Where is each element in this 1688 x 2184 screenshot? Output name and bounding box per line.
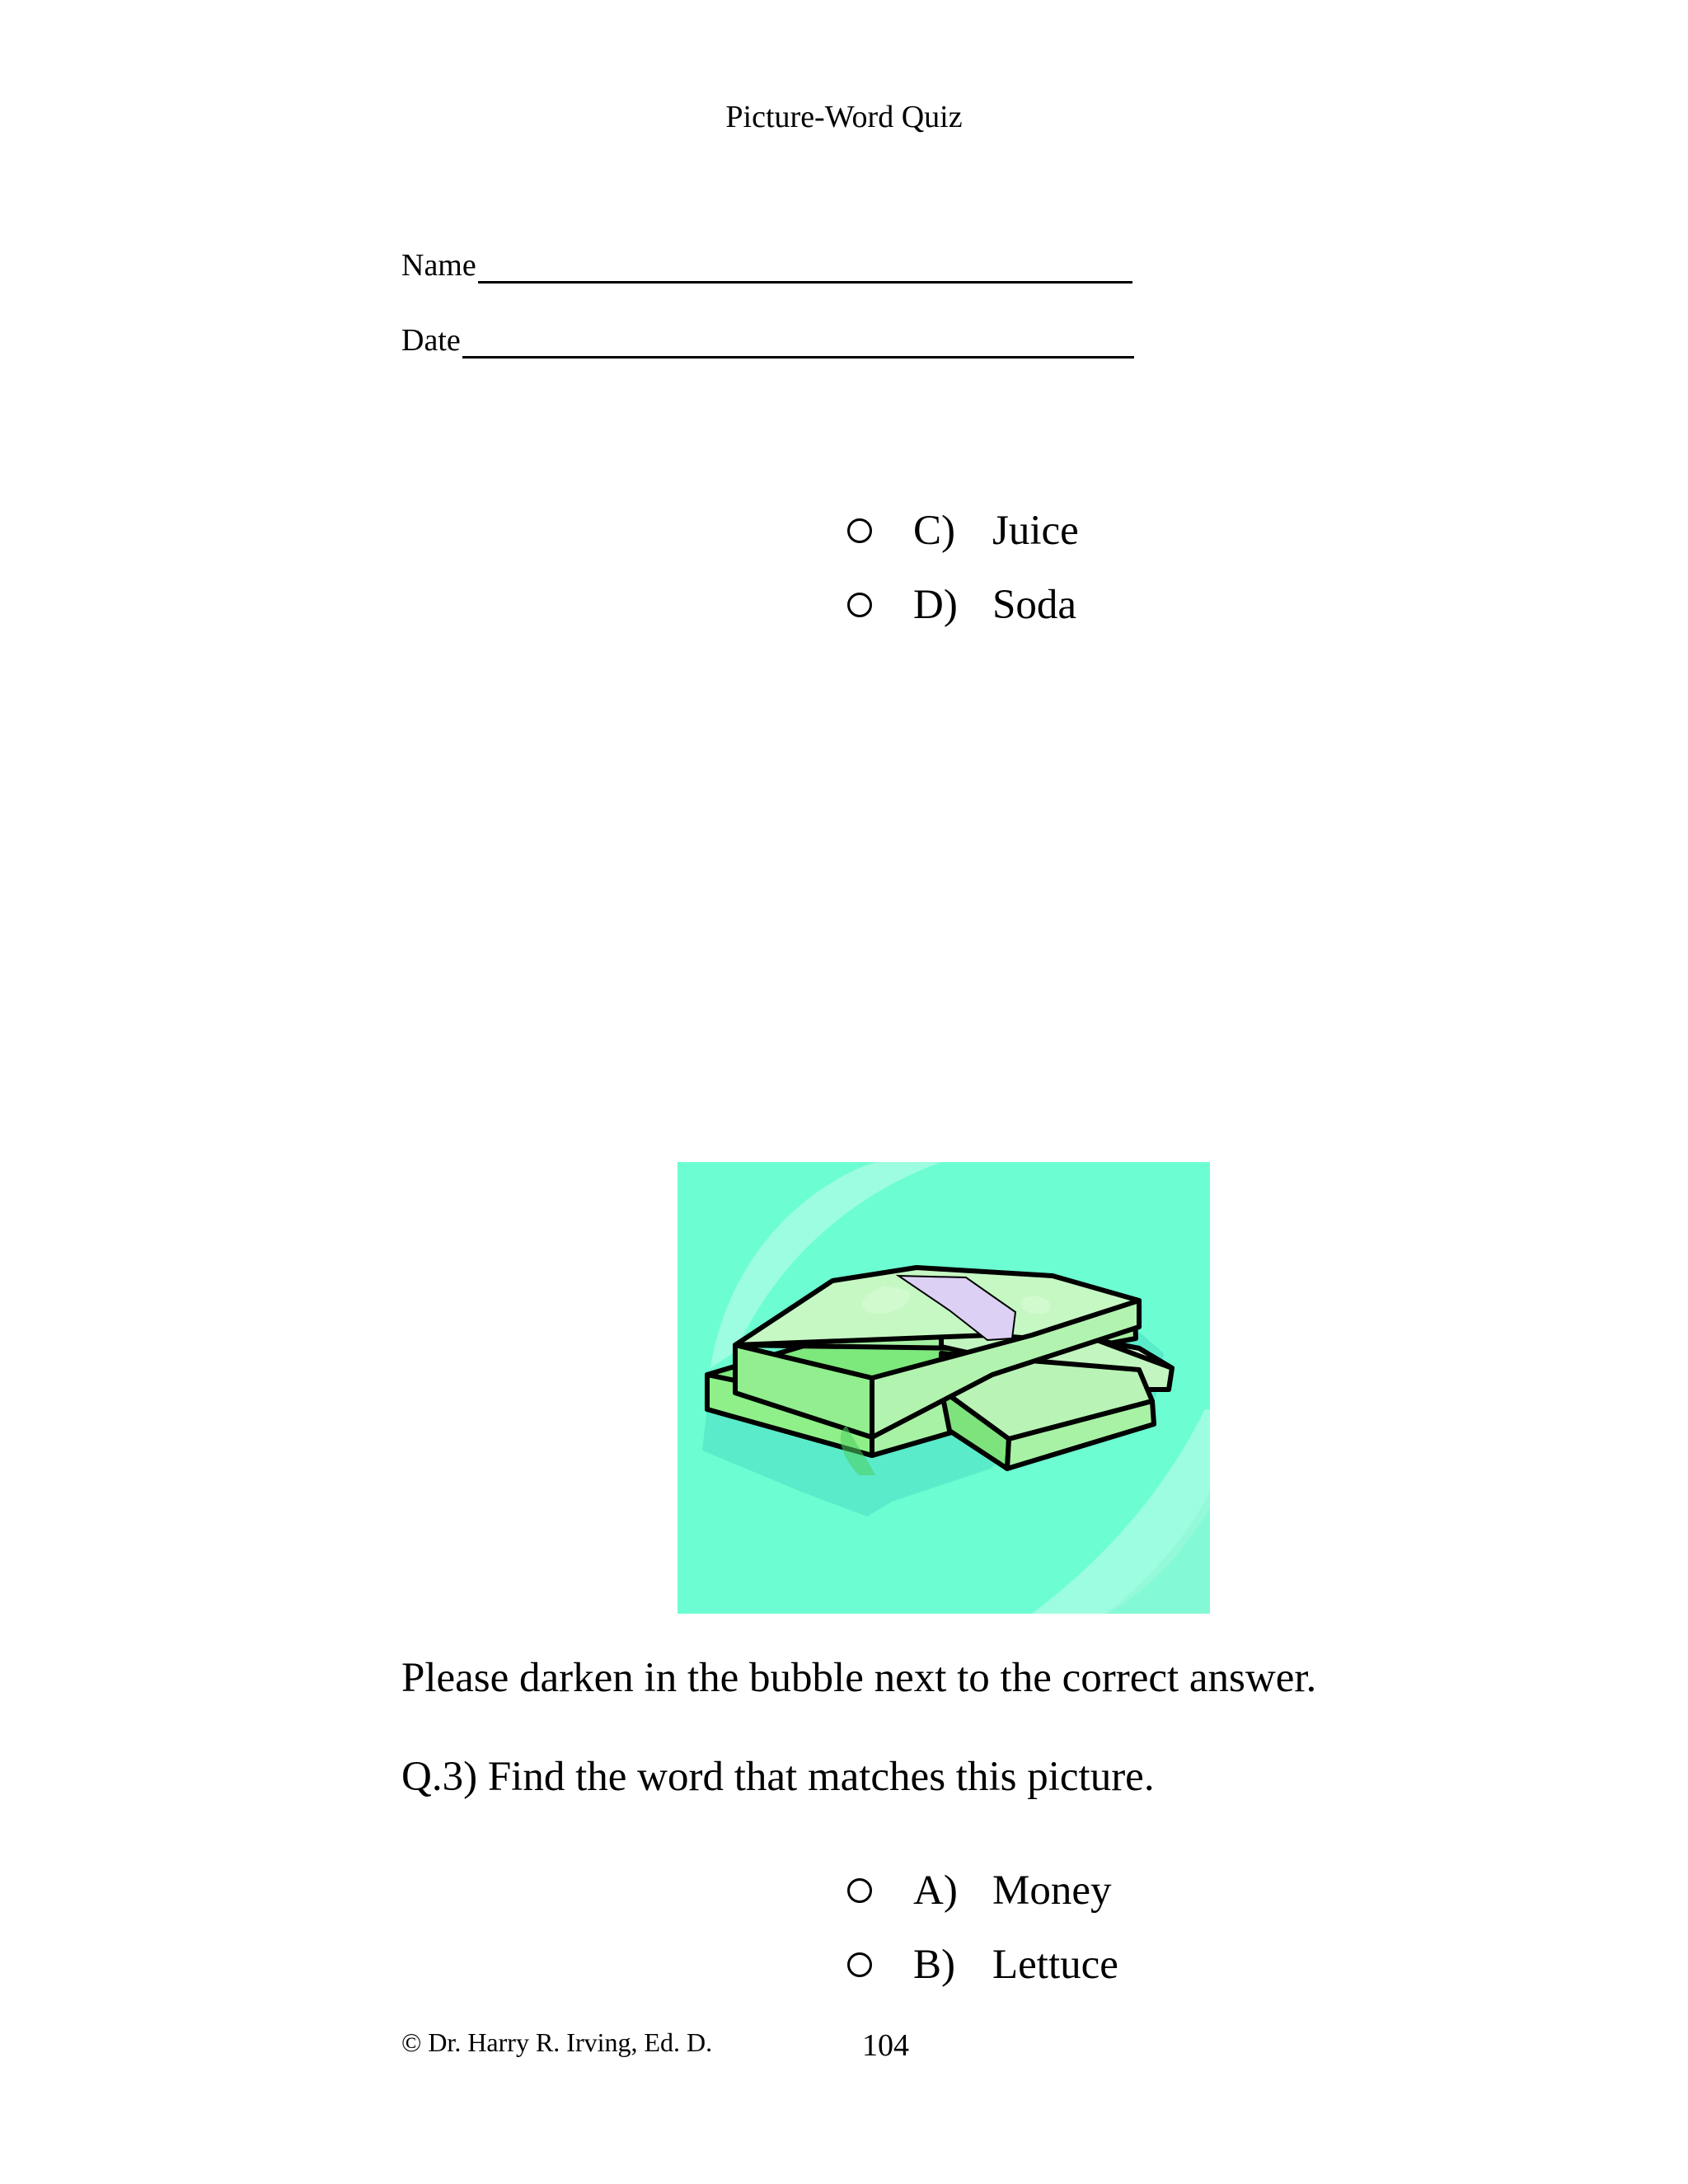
option-d[interactable] (847, 580, 1076, 630)
option-text: Money (992, 1868, 1112, 1914)
date-label: Date (401, 323, 461, 358)
option-text: Soda (992, 582, 1076, 628)
name-input-line[interactable] (478, 253, 1132, 284)
name-label: Name (401, 248, 476, 283)
date-input-line[interactable] (462, 328, 1134, 359)
date-field (401, 322, 1134, 359)
option-c[interactable] (847, 506, 1079, 555)
answer-bubble-a[interactable] (847, 1878, 872, 1903)
option-text: Lettuce (992, 1942, 1118, 1988)
option-letter: B) (913, 1942, 955, 1988)
page-title: Picture-Word Quiz (725, 100, 963, 134)
copyright-text: © Dr. Harry R. Irving, Ed. D. (401, 2027, 713, 2057)
instruction-text: Please darken in the bubble next to the correct answer. (401, 1655, 1317, 1701)
option-b[interactable] (847, 1940, 1118, 1990)
page-number: 104 (862, 2028, 909, 2063)
question-prompt: Q.3) Find the word that matches this picture. (401, 1754, 1155, 1800)
option-a[interactable] (847, 1866, 1111, 1915)
answer-bubble-c[interactable] (847, 518, 872, 543)
answer-bubble-b[interactable] (847, 1952, 872, 1977)
name-field (401, 247, 1132, 284)
option-letter: D) (913, 582, 958, 628)
option-letter: A) (913, 1868, 958, 1914)
money-stack-icon (678, 1162, 1210, 1614)
option-letter: C) (913, 508, 955, 554)
option-text: Juice (992, 508, 1079, 554)
answer-bubble-d[interactable] (847, 593, 872, 617)
